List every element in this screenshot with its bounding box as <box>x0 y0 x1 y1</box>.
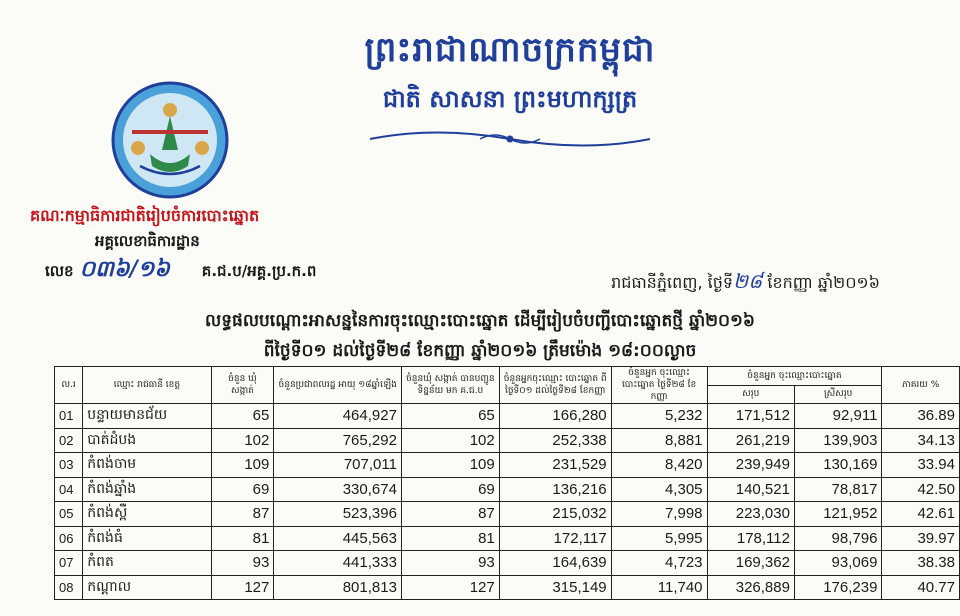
cell-percent: 42.50 <box>882 477 960 502</box>
cell-female: 92,911 <box>794 404 881 429</box>
cell-communes: 93 <box>211 551 274 576</box>
secretariat-name: អគ្គលេខាធិការដ្ឋាន <box>95 232 200 250</box>
date-day: ២៨ <box>733 269 763 293</box>
cell-communes: 69 <box>211 477 274 502</box>
cell-registered-day: 11,740 <box>611 575 707 600</box>
cell-percent: 34.13 <box>882 428 960 453</box>
header-registered-group: ចំនួនអ្នក ចុះឈ្មោះបោះឆ្នោត <box>707 367 882 386</box>
cell-percent: 36.89 <box>882 404 960 429</box>
cell-female: 121,952 <box>794 502 881 527</box>
cell-communes-reported: 81 <box>401 526 499 551</box>
cell-province: កណ្ដាល <box>83 575 211 600</box>
cell-total: 223,030 <box>707 502 794 527</box>
cell-eligible: 330,674 <box>274 477 402 502</box>
place-date-suffix: ខែកញ្ញា ឆ្នាំ២០១៦ <box>767 273 880 292</box>
cell-percent: 33.94 <box>882 453 960 478</box>
header-percent: ភាគរយ % <box>882 367 960 404</box>
cell-no: 01 <box>55 404 83 429</box>
reference-number: ០៣៦/១៦ <box>79 256 170 282</box>
cell-no: 05 <box>55 502 83 527</box>
cell-no: 08 <box>55 575 83 600</box>
cell-registered-total: 164,639 <box>499 551 611 576</box>
table-header-row <box>55 367 960 386</box>
cell-female: 98,796 <box>794 526 881 551</box>
cell-registered-day: 5,232 <box>611 404 707 429</box>
nec-emblem-logo <box>110 80 230 200</box>
cell-total: 326,889 <box>707 575 794 600</box>
place-date-prefix: រាជធានីភ្នំពេញ, ថ្ងៃទី <box>611 273 734 292</box>
cell-communes: 87 <box>211 502 274 527</box>
cell-total: 171,512 <box>707 404 794 429</box>
header-registered-day: ចំនួនអ្នក ចុះឈ្មោះបោះឆ្នោត ថ្ងៃទី២៨ ខែកញ្ញា <box>611 367 707 404</box>
cell-communes: 109 <box>211 453 274 478</box>
cell-no: 07 <box>55 551 83 576</box>
cell-female: 139,903 <box>794 428 881 453</box>
table-row <box>55 575 960 600</box>
header-total: សរុប <box>707 385 794 404</box>
cell-registered-total: 231,529 <box>499 453 611 478</box>
table-row <box>55 428 960 453</box>
cell-eligible: 445,563 <box>274 526 402 551</box>
table-row <box>55 404 960 429</box>
cell-registered-total: 166,280 <box>499 404 611 429</box>
cell-percent: 42.61 <box>882 502 960 527</box>
registration-table <box>54 366 960 600</box>
cell-registered-total: 315,149 <box>499 575 611 600</box>
cell-eligible: 464,927 <box>274 404 402 429</box>
reference-code: គ.ជ.ប/អគ្គ.ប្រ.ក.ព <box>201 262 317 280</box>
kingdom-title: ព្រះរាជាណាចក្រកម្ពុជា <box>364 30 656 70</box>
cell-female: 78,817 <box>794 477 881 502</box>
report-subtitle: ពីថ្ងៃទី០១ ដល់ថ្ងៃទី២៨ ខែកញ្ញា ឆ្នាំ២០១៦ ត្រឹមម៉ោង ១៨:០០ល្ងាច <box>263 341 697 361</box>
cell-total: 178,112 <box>707 526 794 551</box>
table-row <box>55 526 960 551</box>
table-row <box>55 477 960 502</box>
cell-province: កំពង់ស្ពឺ <box>83 502 211 527</box>
cell-province: កំពង់ឆ្នាំង <box>83 477 211 502</box>
cell-registered-day: 4,723 <box>611 551 707 576</box>
cell-communes-reported: 102 <box>401 428 499 453</box>
header-communes-reported: ចំនួនឃុំ សង្កាត់ បានបញ្ជូនទិន្នន័យ មក គ.ជ.ប <box>401 367 499 404</box>
cell-percent: 38.38 <box>882 551 960 576</box>
cell-registered-day: 7,998 <box>611 502 707 527</box>
reference-line <box>45 255 316 287</box>
cell-province: កំពត <box>83 551 211 576</box>
cell-no: 06 <box>55 526 83 551</box>
header-female: ស្រីសរុប <box>794 385 881 404</box>
cell-no: 03 <box>55 453 83 478</box>
table-row <box>55 551 960 576</box>
national-motto: ជាតិ សាសនា ព្រះមហាក្សត្រ <box>382 85 638 113</box>
header-no: ល.រ <box>55 367 83 404</box>
cell-registered-total: 172,117 <box>499 526 611 551</box>
header-name: ឈ្មោះ រាជធានី ខេត្ត <box>83 367 211 404</box>
header-registered-total: ចំនួនអ្នកចុះឈ្មោះ បោះឆ្នោត ពីថ្ងៃទី០១ ដល់ថ្ងៃទី២៨ ខែកញ្ញា <box>499 367 611 404</box>
cell-communes-reported: 69 <box>401 477 499 502</box>
cell-female: 176,239 <box>794 575 881 600</box>
report-title: លទ្ធផលបណ្ដោះអាសន្ននៃការចុះឈ្មោះបោះឆ្នោត ដើម្បីរៀបចំបញ្ជីបោះឆ្នោតថ្មី ឆ្នាំ២០១៦ <box>205 311 755 331</box>
cell-registered-total: 215,032 <box>499 502 611 527</box>
cell-communes: 65 <box>211 404 274 429</box>
cell-communes: 102 <box>211 428 274 453</box>
cell-eligible: 765,292 <box>274 428 402 453</box>
cell-registered-day: 8,420 <box>611 453 707 478</box>
cell-communes-reported: 109 <box>401 453 499 478</box>
cell-communes-reported: 93 <box>401 551 499 576</box>
cell-total: 169,362 <box>707 551 794 576</box>
cell-eligible: 707,011 <box>274 453 402 478</box>
table-row <box>55 502 960 527</box>
cell-percent: 39.97 <box>882 526 960 551</box>
cell-communes-reported: 127 <box>401 575 499 600</box>
header-communes: ចំនួន ឃុំ សង្កាត់ <box>211 367 274 404</box>
cell-registered-day: 4,305 <box>611 477 707 502</box>
cell-registered-day: 5,995 <box>611 526 707 551</box>
cell-total: 261,219 <box>707 428 794 453</box>
header-eligible: ចំនួនប្រជាពលរដ្ឋ អាយុ ១៨ឆ្នាំឡើង <box>274 367 402 404</box>
cell-eligible: 523,396 <box>274 502 402 527</box>
cell-percent: 40.77 <box>882 575 960 600</box>
committee-name: គណៈកម្មាធិការជាតិរៀបចំការបោះឆ្នោត <box>30 206 260 225</box>
cell-no: 02 <box>55 428 83 453</box>
place-and-date <box>611 268 880 298</box>
ornament-flourish <box>360 128 660 150</box>
cell-communes-reported: 87 <box>401 502 499 527</box>
cell-female: 130,169 <box>794 453 881 478</box>
cell-communes-reported: 65 <box>401 404 499 429</box>
cell-no: 04 <box>55 477 83 502</box>
cell-province: បាត់ដំបង <box>83 428 211 453</box>
cell-total: 239,949 <box>707 453 794 478</box>
cell-communes: 127 <box>211 575 274 600</box>
table-row <box>55 453 960 478</box>
cell-eligible: 441,333 <box>274 551 402 576</box>
cell-total: 140,521 <box>707 477 794 502</box>
cell-communes: 81 <box>211 526 274 551</box>
cell-female: 93,069 <box>794 551 881 576</box>
cell-province: កំពង់ធំ <box>83 526 211 551</box>
cell-registered-total: 252,338 <box>499 428 611 453</box>
cell-province: បន្ទាយមានជ័យ <box>83 404 211 429</box>
cell-province: កំពង់ចាម <box>83 453 211 478</box>
cell-registered-total: 136,216 <box>499 477 611 502</box>
cell-eligible: 801,813 <box>274 575 402 600</box>
cell-registered-day: 8,881 <box>611 428 707 453</box>
reference-label: លេខ <box>45 262 74 280</box>
